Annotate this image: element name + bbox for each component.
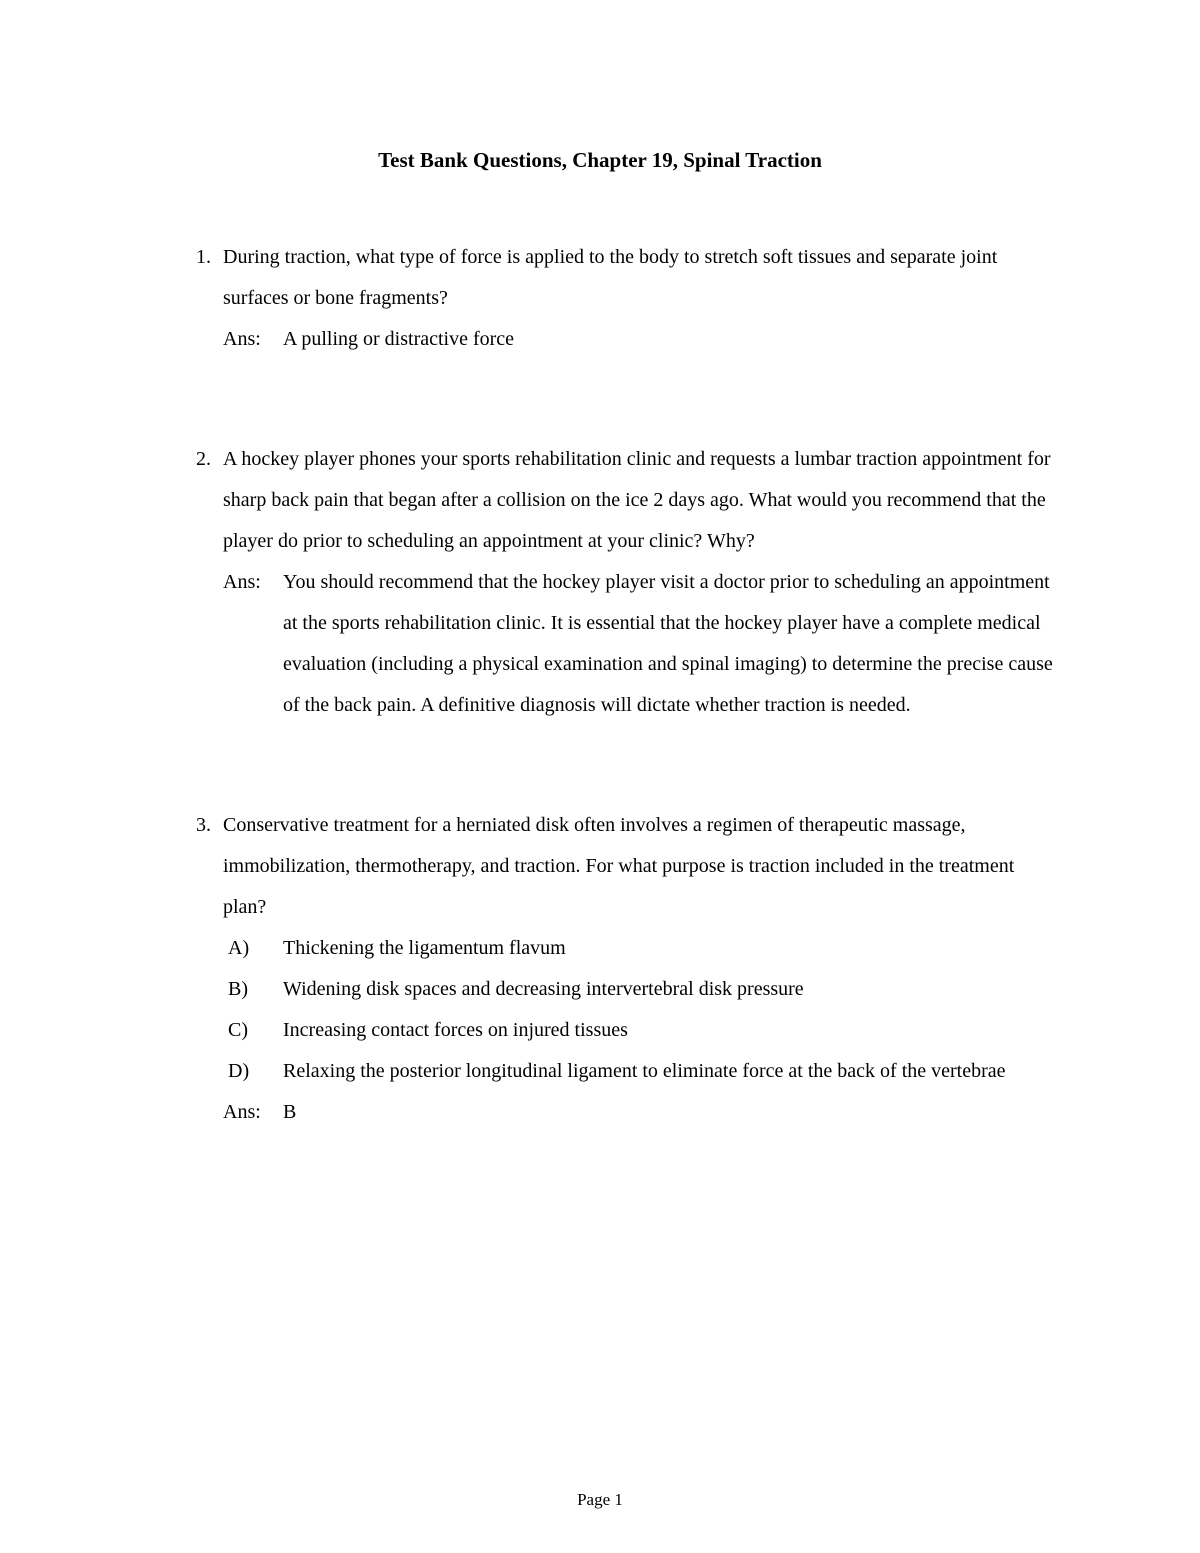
question-3-option-d [223, 1051, 1053, 1092]
question-3-text: Conservative treatment for a herniated disk often involves a regimen of therapeutic massage, immobilization, thermotherapy, and traction. For what purpose is traction included in the treatment plan? [223, 814, 1015, 918]
question-3 [196, 805, 1053, 1133]
question-2-number: 2. [196, 448, 211, 470]
question-1-answer-label: Ans: [223, 328, 261, 350]
question-3-answer-row [223, 1092, 1053, 1133]
question-3-option-b-letter: B) [228, 978, 248, 1000]
question-3-option-b-text: Widening disk spaces and decreasing intervertebral disk pressure [283, 978, 804, 1000]
document-content [196, 237, 1053, 1133]
question-2-answer-text: You should recommend that the hockey player visit a doctor prior to scheduling an appointment at the sports rehabilitation clinic. It is essential that the hockey player have a complete medical evaluation (including a physical examination and spinal imaging) to determine the precise cause of the back pain. A definitive diagnosis will dictate whether traction is needed. [283, 571, 1053, 716]
question-3-option-d-letter: D) [228, 1060, 250, 1082]
question-2-text: A hockey player phones your sports rehabilitation clinic and requests a lumbar traction appointment for sharp back pain that began after a collision on the ice 2 days ago. What would you recommend that the player do prior to scheduling an appointment at your clinic? Why? [223, 448, 1051, 552]
question-1-answer-row [223, 319, 1053, 360]
question-3-option-a-text: Thickening the ligamentum flavum [283, 937, 566, 959]
question-3-option-a [223, 928, 1053, 969]
question-3-number: 3. [196, 814, 211, 836]
question-1-text: During traction, what type of force is applied to the body to stretch soft tissues and separate joint surfaces or bone fragments? [223, 246, 998, 309]
question-3-option-b [223, 969, 1053, 1010]
page-title: Test Bank Questions, Chapter 19, Spinal Traction [378, 148, 822, 172]
question-3-body [223, 805, 1053, 1133]
question-3-option-c [223, 1010, 1053, 1051]
question-2-body [223, 439, 1053, 726]
question-2-answer-label: Ans: [223, 571, 261, 593]
question-3-option-d-text: Relaxing the posterior longitudinal ligament to eliminate force at the back of the vertebrae [283, 1060, 1006, 1082]
question-1-number: 1. [196, 246, 211, 268]
page-footer: Page 1 [577, 1490, 623, 1509]
question-3-answer-text: B [283, 1101, 297, 1123]
question-1-body [223, 237, 1053, 360]
question-3-option-c-text: Increasing contact forces on injured tissues [283, 1019, 628, 1041]
question-3-answer-label: Ans: [223, 1101, 261, 1123]
question-1-answer-text: A pulling or distractive force [283, 328, 515, 350]
question-1 [196, 237, 1053, 360]
question-2 [196, 439, 1053, 726]
question-3-option-a-letter: A) [228, 937, 250, 959]
question-2-answer-row [223, 562, 1053, 726]
question-3-option-c-letter: C) [228, 1019, 248, 1041]
